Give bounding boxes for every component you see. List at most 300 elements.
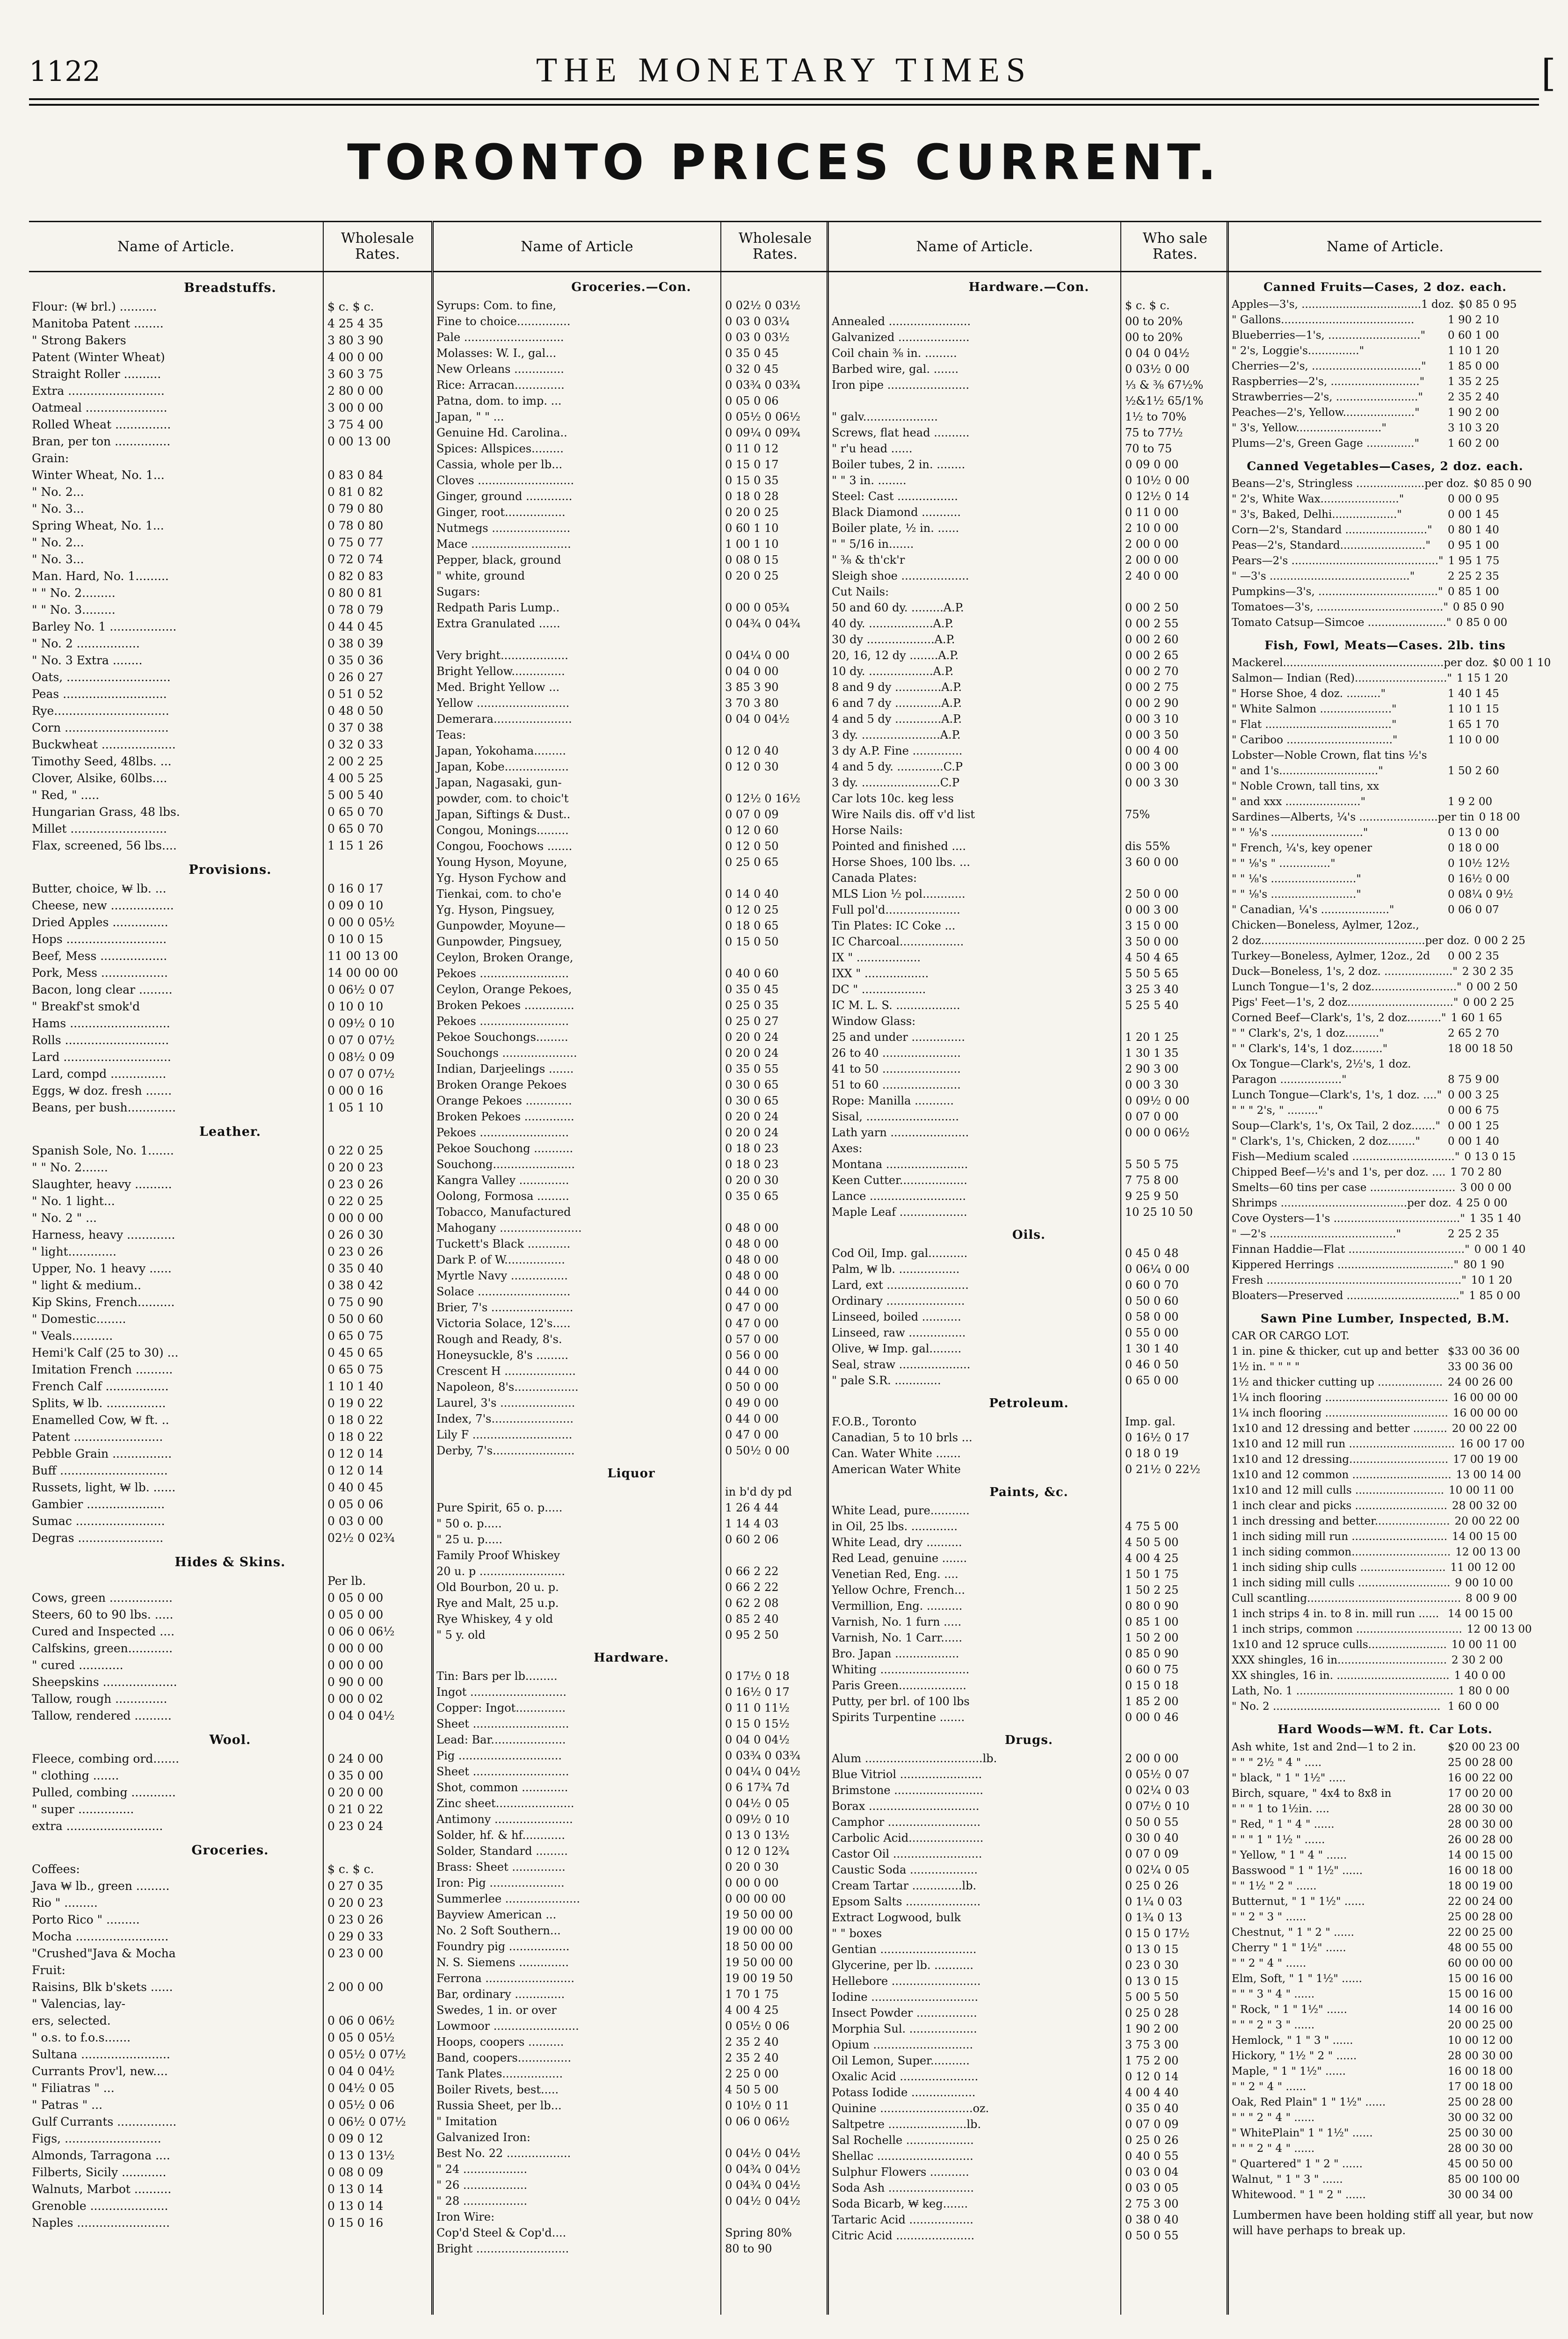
article-name: Grenoble ..................... xyxy=(32,2199,168,2213)
wholesale-rate: 22 00 25 00 xyxy=(1448,1926,1513,1939)
wholesale-rate: 0 6 17¾ 7d xyxy=(725,1781,790,1794)
article-name: 1x10 and 12 spruce culls....................... xyxy=(1232,1639,1447,1651)
price-row xyxy=(434,393,829,409)
article-name: Nutmegs ...................... xyxy=(436,522,571,535)
price-row xyxy=(829,822,1229,838)
article-name: " Imitation xyxy=(436,2115,497,2128)
wholesale-rate: 0 10½ 12½ xyxy=(1448,857,1510,870)
rates-header-line-2: Rates. xyxy=(1153,246,1198,262)
wholesale-rate: 19 50 00 00 xyxy=(725,1956,793,1969)
price-row xyxy=(1229,2048,1541,2064)
price-row xyxy=(29,1911,431,1928)
price-row xyxy=(829,1693,1229,1709)
wholesale-rate: 0 50½ 0 00 xyxy=(725,1444,790,1457)
price-column-4 xyxy=(1227,221,1551,2315)
price-row xyxy=(1229,1879,1541,1894)
price-row xyxy=(434,1611,829,1627)
wholesale-rate: 17 00 19 00 xyxy=(1453,1453,1518,1466)
rates-header xyxy=(720,222,829,271)
price-row xyxy=(1229,1591,1541,1606)
wholesale-rate: 02½ 0 02¾ xyxy=(327,1531,395,1545)
article-name: Gulf Currants ................ xyxy=(32,2115,177,2128)
wholesale-rate: 0 00 2 35 xyxy=(1448,950,1499,962)
price-row xyxy=(829,918,1229,934)
article-name: " Filiatras " ... xyxy=(32,2081,115,2095)
wholesale-rate: 0 00 4 00 xyxy=(1125,744,1179,757)
wholesale-rate: 0 16½ 0 17 xyxy=(1125,1431,1190,1444)
wholesale-rate: 0 35 0 45 xyxy=(725,347,779,360)
article-name: IX " .................. xyxy=(832,951,921,964)
wholesale-rate: 0 16½ 0 00 xyxy=(1448,873,1510,885)
price-row xyxy=(1229,584,1541,600)
wholesale-rate: 0 04 0 04½ xyxy=(327,1709,395,1722)
price-row xyxy=(829,1125,1229,1140)
article-name: Pumpkins—3's, ..................................." xyxy=(1232,586,1443,598)
wholesale-rate: 0 20 0 25 xyxy=(725,569,779,582)
price-row xyxy=(434,2050,829,2066)
price-row xyxy=(1229,1971,1541,1987)
wholesale-rate: 24 00 26 00 xyxy=(1448,1376,1513,1388)
wholesale-rate: 0 06 0 06½ xyxy=(327,2014,395,2027)
article-name: powder, com. to choic't xyxy=(436,792,569,805)
price-row xyxy=(434,981,829,997)
wholesale-rate: 0 75 0 90 xyxy=(327,1295,384,1309)
wholesale-rate: 1 40 0 00 xyxy=(1454,1670,1506,1682)
article-name: " galv..................... xyxy=(832,410,938,423)
wholesale-rate: 17 00 18 00 xyxy=(1448,2081,1513,2093)
wholesale-rate xyxy=(323,1962,431,1979)
wholesale-rate: 0 18 0 28 xyxy=(725,490,779,503)
article-name: "Crushed"Java & Mocha xyxy=(32,1947,176,1960)
article-name: Sultana ........................ xyxy=(32,2048,170,2061)
price-row xyxy=(434,1315,829,1331)
article-name: Hoops, coopers .......... xyxy=(436,2035,564,2048)
article-name: Salmon— Indian (Red)..........................." xyxy=(1232,672,1452,684)
wholesale-rate: 0 04 0 00 xyxy=(725,665,779,678)
article-name: Lard, ext ....................... xyxy=(832,1278,969,1292)
price-row xyxy=(1229,2095,1541,2110)
wholesale-rate: 0 03½ 0 00 xyxy=(1125,363,1190,376)
wholesale-rate: 0 35 0 40 xyxy=(327,1262,384,1275)
article-name: Orange Pekoes ............. xyxy=(436,1094,572,1107)
wholesale-rate: 18 00 18 50 xyxy=(1448,1043,1513,1055)
price-row xyxy=(829,1461,1229,1477)
article-name: Sleigh shoe ................... xyxy=(832,569,969,582)
column-header xyxy=(1229,221,1541,272)
price-row xyxy=(829,568,1229,584)
price-row xyxy=(829,345,1229,361)
wholesale-rate: 0 35 0 65 xyxy=(725,1190,779,1203)
article-name: Cop'd Steel & Cop'd.... xyxy=(436,2226,566,2239)
wholesale-rate: 2 00 2 25 xyxy=(327,755,384,768)
wholesale-rate: 0 26 0 27 xyxy=(327,670,384,684)
price-row xyxy=(1229,1925,1541,1940)
price-row xyxy=(1229,2172,1541,2187)
price-row xyxy=(434,1732,829,1748)
article-name: Family Proof Whiskey xyxy=(436,1549,560,1562)
wholesale-rate: 1 30 1 40 xyxy=(1125,1342,1179,1355)
wholesale-rate: 0 02¼ 0 05 xyxy=(1125,1863,1190,1876)
price-row xyxy=(29,484,431,501)
wholesale-rate: 4 50 4 65 xyxy=(1125,951,1179,964)
price-row xyxy=(1229,810,1541,825)
wholesale-rate: 0 00 2 25 xyxy=(1474,935,1525,947)
article-name: Russets, light, ₩ lb. ...... xyxy=(32,1481,176,1494)
price-row xyxy=(29,602,431,618)
article-name: " " " 2 " 4 " ...... xyxy=(1232,2112,1315,2124)
wholesale-rate: 2 35 2 40 xyxy=(1448,391,1499,403)
price-row xyxy=(829,616,1229,632)
article-name: Barley No. 1 .................. xyxy=(32,620,177,633)
price-row xyxy=(434,1204,829,1220)
article-name: Solder, hf. & hf............ xyxy=(436,1829,565,1842)
wholesale-rate: 0 44 0 00 xyxy=(725,1365,779,1378)
price-row xyxy=(29,1962,431,1979)
price-row xyxy=(829,1798,1229,1814)
wholesale-rate: 1 75 2 00 xyxy=(1125,2054,1179,2067)
article-name: " French, ¼'s, key opener xyxy=(1232,842,1372,854)
price-row xyxy=(434,1172,829,1188)
wholesale-rate: 0 03¾ 0 03¾ xyxy=(725,1749,801,1762)
wholesale-rate: 1 35 1 40 xyxy=(1469,1213,1521,1225)
wholesale-rate: 2 25 2 35 xyxy=(1448,1228,1499,1240)
price-row xyxy=(434,536,829,552)
wholesale-rate xyxy=(1443,918,1541,933)
article-name: Degras ....................... xyxy=(32,1531,164,1545)
article-name: Raspberries—2's, .........................." xyxy=(1232,376,1425,388)
article-name: Peas—2's, Standard........................." xyxy=(1232,539,1430,552)
article-name: Corn—2's, Standard ........................" xyxy=(1232,524,1432,536)
wholesale-rate: 0 25 0 35 xyxy=(725,999,779,1012)
wholesale-rate: 0 21½ 0 22½ xyxy=(1125,1463,1201,1476)
price-row xyxy=(29,1674,431,1691)
price-row xyxy=(29,1530,431,1547)
wholesale-rate: 10 00 12 00 xyxy=(1448,2034,1513,2047)
price-row xyxy=(829,902,1229,918)
price-row xyxy=(1229,717,1541,733)
wholesale-rate: $ c. $ c. xyxy=(327,300,374,313)
wholesale-rate xyxy=(1120,791,1229,806)
article-name: Boiler plate, ½ in. ...... xyxy=(832,522,959,535)
article-name: Japan, Nagasaki, gun- xyxy=(436,776,562,789)
article-name: 40 dy. ..................A.P. xyxy=(832,617,954,630)
article-name: Naples ......................... xyxy=(32,2216,170,2230)
article-name: Hams ........................... xyxy=(32,1017,170,1030)
article-name: 20 u. p ........................ xyxy=(436,1565,565,1578)
article-name: Sardines—Alberts, ¼'s .......................per tin xyxy=(1232,811,1474,823)
price-row xyxy=(1229,1257,1541,1273)
wholesale-rate: 26 00 28 00 xyxy=(1448,1834,1513,1846)
article-name: Flax, screened, 56 lbs.... xyxy=(32,839,177,852)
wholesale-rate: 0 27 0 35 xyxy=(327,1879,384,1893)
article-name: Epsom Salts ..................... xyxy=(832,1895,981,1908)
wholesale-rate: 0 11 0 12 xyxy=(725,442,779,455)
wholesale-rate: 3 60 0 00 xyxy=(1125,856,1179,869)
wholesale-rate: 0 07 0 07½ xyxy=(327,1067,395,1081)
wholesale-rate: 0 72 0 74 xyxy=(327,552,384,566)
article-name: " No. 2 ................................................. xyxy=(1232,1700,1441,1713)
wholesale-rate: $ c. $ c. xyxy=(327,1862,374,1876)
headline: TORONTO PRICES CURRENT. xyxy=(347,134,1221,191)
wholesale-rate: 0 13 0 15 xyxy=(1125,1943,1179,1956)
article-name: Peas ............................ xyxy=(32,687,167,701)
article-name: " Horse Shoe, 4 doz. .........." xyxy=(1232,688,1386,700)
wholesale-rate: 0 00 2 90 xyxy=(1125,697,1179,710)
article-name: Blueberries—1's, ..........................." xyxy=(1232,329,1426,341)
price-row xyxy=(829,1430,1229,1446)
price-row xyxy=(1229,995,1541,1010)
wholesale-rate: 3 80 3 90 xyxy=(327,334,384,347)
article-name: " No. 1 light... xyxy=(32,1194,115,1208)
price-row xyxy=(434,313,829,329)
wholesale-rate: 0 00 0 02 xyxy=(327,1692,384,1706)
wholesale-rate: 2 35 2 40 xyxy=(725,2051,779,2064)
article-name: " light & medium.. xyxy=(32,1278,141,1292)
article-name: 1½ in. " " " " xyxy=(1232,1361,1300,1373)
article-name: DC " .................. xyxy=(832,983,926,996)
wholesale-rate: 0 15 0 35 xyxy=(725,474,779,487)
price-row xyxy=(829,393,1229,409)
price-row xyxy=(829,1973,1229,1989)
wholesale-rate xyxy=(1120,1013,1229,1029)
price-row xyxy=(434,663,829,679)
wholesale-rate xyxy=(323,450,431,467)
article-name: 1¼ inch flooring .................................... xyxy=(1232,1392,1448,1404)
wholesale-rate: 0 00 3 10 xyxy=(1125,712,1179,726)
wholesale-rate: 0 07 0 00 xyxy=(1125,1110,1179,1123)
article-name: Yellow Ochre, French... xyxy=(832,1584,965,1597)
wholesale-rate: 1 95 1 75 xyxy=(1448,555,1500,567)
price-row xyxy=(829,1045,1229,1061)
article-name: Bacon, long clear ......... xyxy=(32,983,173,996)
article-name: Paris Green................... xyxy=(832,1679,966,1692)
wholesale-rate: 12 00 13 00 xyxy=(1455,1546,1521,1558)
section-title: Paints, &c. xyxy=(989,1485,1068,1499)
price-row xyxy=(829,966,1229,981)
price-row xyxy=(1229,1863,1541,1879)
price-row xyxy=(1229,887,1541,902)
wholesale-rate: 5 00 5 50 xyxy=(1125,1990,1179,2004)
price-row xyxy=(1229,1467,1541,1483)
wholesale-rate: 0 00 6 75 xyxy=(1448,1104,1499,1117)
wholesale-rate: 3 75 4 00 xyxy=(327,418,384,431)
article-name: Keen Cutter................... xyxy=(832,1174,967,1187)
price-row xyxy=(29,1623,431,1640)
price-row xyxy=(434,950,829,966)
wholesale-rate: 0 00 0 16 xyxy=(327,1084,384,1097)
wholesale-rate: 0 50 0 00 xyxy=(725,1380,779,1394)
price-row xyxy=(829,1188,1229,1204)
wholesale-rate: 0 65 0 00 xyxy=(1125,1374,1179,1387)
wholesale-rate: $0 85 0 90 xyxy=(1473,478,1532,490)
price-row xyxy=(29,1049,431,1066)
wholesale-rate: 0 56 0 00 xyxy=(725,1349,779,1362)
price-row xyxy=(829,1614,1229,1630)
price-row xyxy=(1229,1437,1541,1452)
article-name: " " 5/16 in....... xyxy=(832,538,914,551)
article-name: " Valencias, lay- xyxy=(32,1997,126,2011)
price-row xyxy=(29,635,431,652)
wholesale-rate: 0 18 0 23 xyxy=(725,1158,779,1171)
wholesale-rate: 1 05 1 10 xyxy=(327,1101,384,1114)
wholesale-rate: 10 00 11 00 xyxy=(1449,1484,1514,1496)
price-row xyxy=(829,695,1229,711)
price-row xyxy=(1229,1910,1541,1925)
article-name: No. 2 Soft Southern... xyxy=(436,1924,561,1937)
article-name: " " No. 2......... xyxy=(32,586,116,600)
wholesale-rate: 0 07½ 0 10 xyxy=(1125,1800,1190,1813)
article-name: " 26 .................. xyxy=(436,2179,528,2192)
price-row xyxy=(29,2147,431,2164)
price-row xyxy=(29,2046,431,2063)
article-name: 50 and 60 dy. .........A.P. xyxy=(832,601,964,614)
wholesale-rate: 0 38 0 39 xyxy=(327,637,384,650)
price-row xyxy=(1229,2079,1541,2095)
article-name: Rice: Arracan.............. xyxy=(436,378,565,392)
price-row xyxy=(1229,964,1541,980)
article-name: " —3's ........................................." xyxy=(1232,570,1415,582)
wholesale-rate: 0 09 0 00 xyxy=(1125,458,1179,471)
price-row xyxy=(829,2164,1229,2180)
article-name: 30 dy ...................A.P. xyxy=(832,633,955,646)
article-name: Chestnut, " 1 " 2 " ...... xyxy=(1232,1926,1354,1939)
wholesale-rate xyxy=(720,775,829,791)
section-title: Hides & Skins. xyxy=(174,1555,286,1569)
article-name: Spanish Sole, No. 1....... xyxy=(32,1144,174,1157)
article-name: Ginger, root................. xyxy=(436,506,566,519)
article-name: Pork, Mess .................. xyxy=(32,966,168,980)
wholesale-rate: 0 66 2 22 xyxy=(725,1565,779,1578)
wholesale-rate: 0 05½ 0 07½ xyxy=(327,2048,406,2061)
wholesale-rate: 0 00 3 25 xyxy=(1448,1089,1499,1101)
wholesale-rate: 0 80 0 81 xyxy=(327,586,384,600)
article-name: Shot, common ............. xyxy=(436,1781,568,1794)
article-name: Gunpowder, Moyune— xyxy=(436,919,566,932)
article-name: Annealed ....................... xyxy=(832,315,971,328)
wholesale-rate: 0 03 0 00 xyxy=(327,1514,384,1528)
article-name: " " 2 " 4 " ...... xyxy=(1232,1957,1307,1969)
price-row xyxy=(1229,1637,1541,1653)
wholesale-rate xyxy=(720,2129,829,2145)
wholesale-rate: 1 35 2 25 xyxy=(1448,376,1499,388)
wholesale-rate: 0 02½ 0 03½ xyxy=(725,299,801,312)
wholesale-rate: 0 23 0 26 xyxy=(327,1177,384,1191)
price-row xyxy=(829,600,1229,616)
wholesale-rate: 4 75 5 00 xyxy=(1125,1520,1179,1533)
wholesale-rate: 0 20 0 30 xyxy=(725,1860,779,1874)
article-name: 3 dy. ......................C.P xyxy=(832,776,960,789)
wholesale-rate: 0 13 0 14 xyxy=(327,2182,384,2196)
wholesale-rate: 0 30 0 65 xyxy=(725,1094,779,1107)
price-row xyxy=(434,1500,829,1516)
price-row xyxy=(29,1479,431,1496)
wholesale-rate: 0 06½ 0 07½ xyxy=(327,2115,406,2128)
article-name: Broken Orange Pekoes xyxy=(436,1078,567,1091)
article-name: Borax ............................... xyxy=(832,1800,980,1813)
article-name: " " " 2 " 4 " ...... xyxy=(1232,2143,1315,2155)
article-name: Kippered Herrings .................................." xyxy=(1232,1259,1459,1271)
running-title: THE MONETARY TIMES xyxy=(536,51,1032,89)
market-note: Lumbermen have been holding stiff all year, but now will have perhaps to break up. xyxy=(1233,2208,1533,2237)
price-row xyxy=(1229,1668,1541,1684)
article-name xyxy=(434,632,720,647)
wholesale-rate: 2 90 3 00 xyxy=(1125,1062,1179,1075)
price-row xyxy=(829,1204,1229,1220)
price-row xyxy=(434,2082,829,2098)
wholesale-rate: 0 06 0 07 xyxy=(1448,904,1499,916)
article-name: 51 to 60 ...................... xyxy=(832,1078,961,1091)
wholesale-rate: 2 65 2 70 xyxy=(1448,1027,1499,1039)
wholesale-rate: 0 65 0 75 xyxy=(327,1329,384,1343)
price-row xyxy=(29,1928,431,1945)
article-name: Cheese, new ................. xyxy=(32,899,174,912)
article-name: " No. 2 " ... xyxy=(32,1211,97,1225)
wholesale-rate: 0 12 0 14 xyxy=(327,1447,384,1460)
article-name: Red Lead, genuine ....... xyxy=(832,1552,967,1565)
article-name: " Canadian, ¼'s ...................." xyxy=(1232,904,1394,916)
wholesale-rate: 0 08½ 0 09 xyxy=(327,1050,395,1064)
article-name: Java ₩ lb., green ......... xyxy=(32,1879,170,1893)
price-row xyxy=(29,703,431,719)
wholesale-rate: 0 20 0 24 xyxy=(725,1110,779,1123)
article-name: Winter Wheat, No. 1... xyxy=(32,468,165,482)
wholesale-rate: 0 00 2 70 xyxy=(1125,665,1179,678)
article-name: " " 3 in. ........ xyxy=(832,474,907,487)
wholesale-rate: 0 09½ 0 00 xyxy=(1125,1094,1190,1107)
article-name: " Domestic........ xyxy=(32,1312,126,1326)
article-name: Tuckett's Black ............ xyxy=(436,1237,571,1250)
article-name: Strawberries—2's, ........................" xyxy=(1232,391,1423,403)
price-row xyxy=(29,1996,431,2012)
article-name: Very bright................... xyxy=(436,649,568,662)
price-row xyxy=(29,1640,431,1657)
article-name: Montana ....................... xyxy=(832,1158,968,1171)
price-row xyxy=(1229,421,1541,436)
article-name: 1½ and thicker cutting up ................... xyxy=(1232,1376,1443,1388)
price-row xyxy=(829,886,1229,902)
article-name: Potass Iodide .................. xyxy=(832,2086,976,2099)
article-name: Summerlee ..................... xyxy=(436,1892,581,1905)
wholesale-rate: 0 50 0 55 xyxy=(1125,1816,1179,1829)
price-row xyxy=(434,361,829,377)
page-number: 1122 xyxy=(29,55,101,88)
wholesale-rate: 00 to 20% xyxy=(1125,331,1183,344)
wholesale-rate: 0 10½ 0 00 xyxy=(1125,474,1190,487)
price-row xyxy=(1229,405,1541,421)
price-row xyxy=(29,298,431,315)
price-row xyxy=(829,1293,1229,1309)
price-row xyxy=(434,1939,829,1954)
article-name: Quinine ..........................oz. xyxy=(832,2102,989,2115)
article-name: Dried Apples ............... xyxy=(32,915,168,929)
wholesale-rate: 0 47 0 00 xyxy=(725,1301,779,1314)
article-name: Fresh ........................................................." xyxy=(1232,1274,1466,1286)
article-name: 25 and under ............... xyxy=(832,1031,965,1044)
article-name: Butter, choice, ₩ lb. ... xyxy=(32,882,167,895)
article-name: Barbed wire, gal. ....... xyxy=(832,363,959,376)
article-name: Tin: Bars per lb......... xyxy=(436,1670,558,1683)
wholesale-rate: 0 23 0 30 xyxy=(1125,1959,1179,1972)
price-row xyxy=(829,743,1229,759)
price-row xyxy=(1229,1740,1541,1755)
wholesale-rate: 0 26 0 30 xyxy=(327,1228,384,1242)
wholesale-rate: 30 00 32 00 xyxy=(1448,2112,1513,2124)
wholesale-rate: 0 15 0 17½ xyxy=(1125,1927,1190,1940)
article-name: Broken Pekoes .............. xyxy=(436,1110,574,1123)
wholesale-rate: 0 00 0 06½ xyxy=(1125,1126,1190,1139)
article-name: 1x10 and 12 dressing............................. xyxy=(1232,1453,1449,1466)
price-row xyxy=(829,2116,1229,2132)
